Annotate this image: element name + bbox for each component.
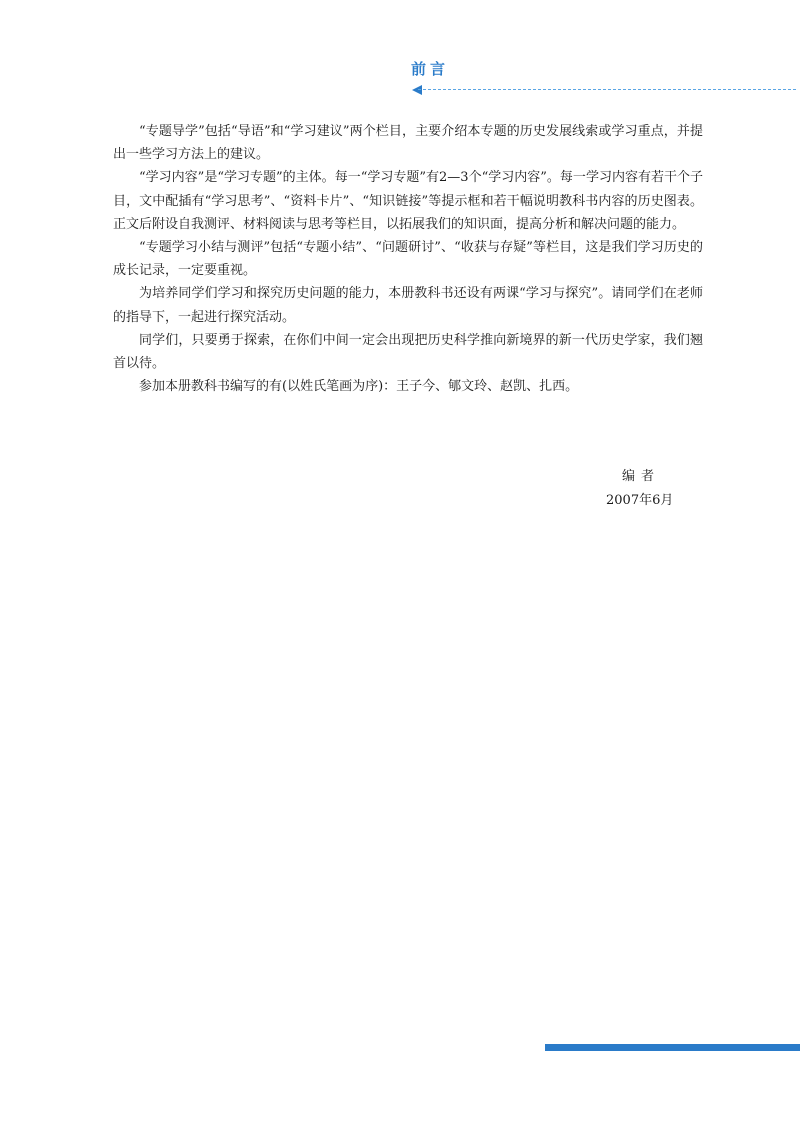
- header-dashed-rule: [418, 89, 796, 90]
- page-title: 前言: [411, 60, 450, 78]
- signature-date: 2007年6月: [606, 493, 674, 508]
- signature-author: 编者: [622, 469, 661, 484]
- preface-body: [113, 120, 703, 398]
- paragraph-intro-guide: “专题导学”包括“导语”和“学习建议”两个栏目，主要介绍本专题的历史发展线索或学习重点，并提出一些学习方法上的建议。: [113, 124, 703, 163]
- footer-accent-bar: [545, 1044, 800, 1051]
- paragraph-encouragement: 同学们，只要勇于探索，在你们中间一定会出现把历史科学推向新境界的新一代历史学家，我们翘首以待。: [113, 332, 703, 372]
- paragraph-authors: 参加本册教科书编写的有(以姓氏笔画为序)：王子今、郇文玲、赵凯、扎西。: [139, 379, 579, 395]
- paragraph-learning-content: “学习内容”是“学习专题”的主体。每一“学习专题”有2—3个“学习内容”。每一学习内容有若干个子目，文中配插有“学习思考”、“资料卡片”、“知识链接”等提示框和若干幅说明教科书内容的历史图表。正文后附设自我测评、材料阅读与思考等栏目，以拓展我们的知识面，提高分析和解决问题的能力。: [113, 170, 703, 232]
- paragraph-summary-assessment: “专题学习小结与测评”包括“专题小结”、“问题研讨”、“收获与存疑”等栏目，这是我们学习历史的成长记录，一定要重视。: [113, 240, 703, 279]
- paragraph-inquiry: 为培养同学们学习和探究历史问题的能力，本册教科书还设有两课“学习与探究”。请同学们在老师的指导下，一起进行探究活动。: [113, 286, 703, 325]
